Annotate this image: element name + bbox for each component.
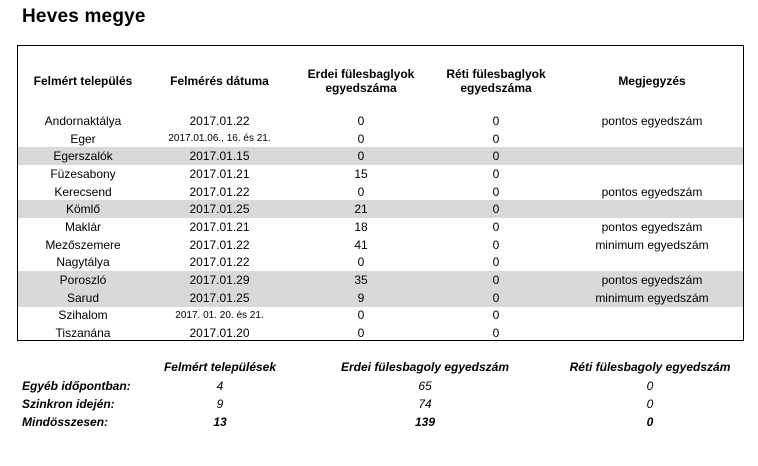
summary-settlements: 4 (216, 379, 224, 393)
cell-settlement: Nagytálya (56, 255, 110, 270)
cell-settlement: Poroszló (59, 273, 107, 288)
cell-field: 0 (492, 219, 500, 234)
cell-field: 0 (492, 113, 500, 128)
table-row (18, 112, 743, 130)
cell-date: 2017.01.22 (189, 113, 250, 128)
summary-label: Szinkron idején: (22, 397, 115, 411)
cell-field: 0 (492, 308, 500, 323)
cell-note (561, 130, 743, 148)
cell-settlement: Kerecsend (54, 184, 112, 199)
summary-field: 0 (646, 397, 654, 411)
cell-date: 2017.01.22 (189, 184, 250, 199)
cell-field: 0 (492, 184, 500, 199)
cell-date: 2017. 01. 20. és 21. (175, 309, 264, 321)
cell-forest: 21 (354, 202, 368, 217)
cell-note: pontos egyedszám (601, 184, 703, 199)
cell-note: minimum egyedszám (595, 290, 709, 305)
cell-field: 0 (492, 237, 500, 252)
cell-date: 2017.01.06., 16. és 21. (168, 133, 271, 145)
cell-forest: 0 (357, 184, 365, 199)
cell-settlement: Eger (70, 131, 96, 146)
summary-total-row (0, 415, 758, 433)
table-row (18, 324, 743, 342)
summary-field: 0 (646, 379, 654, 393)
cell-note (561, 165, 743, 183)
page-title: Heves megye (22, 6, 146, 27)
table-row (18, 130, 743, 148)
summary-label: Mindösszesen: (22, 415, 109, 429)
cell-settlement: Sarud (66, 290, 100, 305)
cell-note (561, 324, 743, 342)
table-row (18, 147, 743, 165)
cell-forest: 0 (357, 131, 365, 146)
cell-forest: 15 (354, 166, 368, 181)
table-row (18, 289, 743, 307)
table-row (18, 183, 743, 201)
cell-settlement: Tiszanána (55, 326, 111, 341)
cell-date: 2017.01.25 (189, 202, 250, 217)
cell-date: 2017.01.15 (189, 149, 250, 164)
table-row (18, 200, 743, 218)
cell-settlement: Maklár (64, 219, 101, 234)
cell-note (561, 307, 743, 325)
cell-forest: 0 (357, 113, 365, 128)
table-row (18, 307, 743, 325)
cell-forest: 41 (354, 237, 368, 252)
table-row (18, 254, 743, 272)
summary-forest: 139 (414, 415, 436, 429)
cell-field: 0 (492, 166, 500, 181)
summary-label: Egyéb időpontban: (22, 379, 131, 393)
header-note: Megjegyzés (618, 74, 686, 88)
summary-forest: 65 (418, 379, 432, 393)
header-settlement: Felmért település (33, 74, 133, 88)
survey-table (17, 45, 744, 341)
summary-header-field: Réti fülesbagoly egyedszám (569, 360, 731, 374)
cell-date: 2017.01.21 (189, 219, 250, 234)
header-field-owl: Réti fülesbaglyok egyedszáma (446, 67, 546, 95)
summary-settlements: 13 (213, 415, 227, 429)
cell-field: 0 (492, 255, 500, 270)
cell-settlement: Egerszalók (53, 149, 113, 164)
cell-note: pontos egyedszám (601, 219, 703, 234)
summary-row (0, 397, 758, 415)
cell-forest: 0 (357, 149, 365, 164)
cell-field: 0 (492, 290, 500, 305)
summary-header-settlements: Felmért települések (163, 360, 277, 374)
summary-field: 0 (646, 415, 654, 429)
header-date: Felmérés dátuma (170, 74, 269, 88)
cell-field: 0 (492, 149, 500, 164)
table-row (18, 218, 743, 236)
table-row (18, 236, 743, 254)
cell-settlement: Füzesabony (50, 166, 116, 181)
cell-note (561, 254, 743, 272)
cell-date: 2017.01.21 (189, 166, 250, 181)
summary-row (0, 379, 758, 397)
cell-forest: 9 (357, 290, 365, 305)
cell-note: pontos egyedszám (601, 273, 703, 288)
cell-note (561, 147, 743, 165)
header-forest-owl: Erdei fülesbaglyok egyedszáma (307, 67, 415, 95)
table-row (18, 271, 743, 289)
cell-date: 2017.01.22 (189, 237, 250, 252)
cell-settlement: Andornaktálya (44, 113, 122, 128)
cell-note (561, 200, 743, 218)
cell-field: 0 (492, 131, 500, 146)
cell-note: pontos egyedszám (601, 113, 703, 128)
summary-header-forest: Erdei fülesbagoly egyedszám (340, 360, 510, 374)
cell-forest: 0 (357, 255, 365, 270)
cell-settlement: Kömlő (65, 202, 100, 217)
summary-settlements: 9 (216, 397, 224, 411)
cell-field: 0 (492, 273, 500, 288)
cell-field: 0 (492, 202, 500, 217)
table-body (18, 112, 743, 342)
cell-settlement: Mezőszemere (45, 237, 121, 252)
cell-settlement: Szihalom (58, 308, 108, 323)
cell-forest: 0 (357, 326, 365, 341)
cell-forest: 0 (357, 308, 365, 323)
cell-forest: 18 (354, 219, 368, 234)
cell-date: 2017.01.29 (189, 273, 250, 288)
cell-field: 0 (492, 326, 500, 341)
summary-forest: 74 (418, 397, 432, 411)
cell-date: 2017.01.22 (189, 255, 250, 270)
cell-note: minimum egyedszám (595, 237, 709, 252)
cell-date: 2017.01.20 (189, 326, 250, 341)
cell-date: 2017.01.25 (189, 290, 250, 305)
cell-forest: 35 (354, 273, 368, 288)
table-row (18, 165, 743, 183)
